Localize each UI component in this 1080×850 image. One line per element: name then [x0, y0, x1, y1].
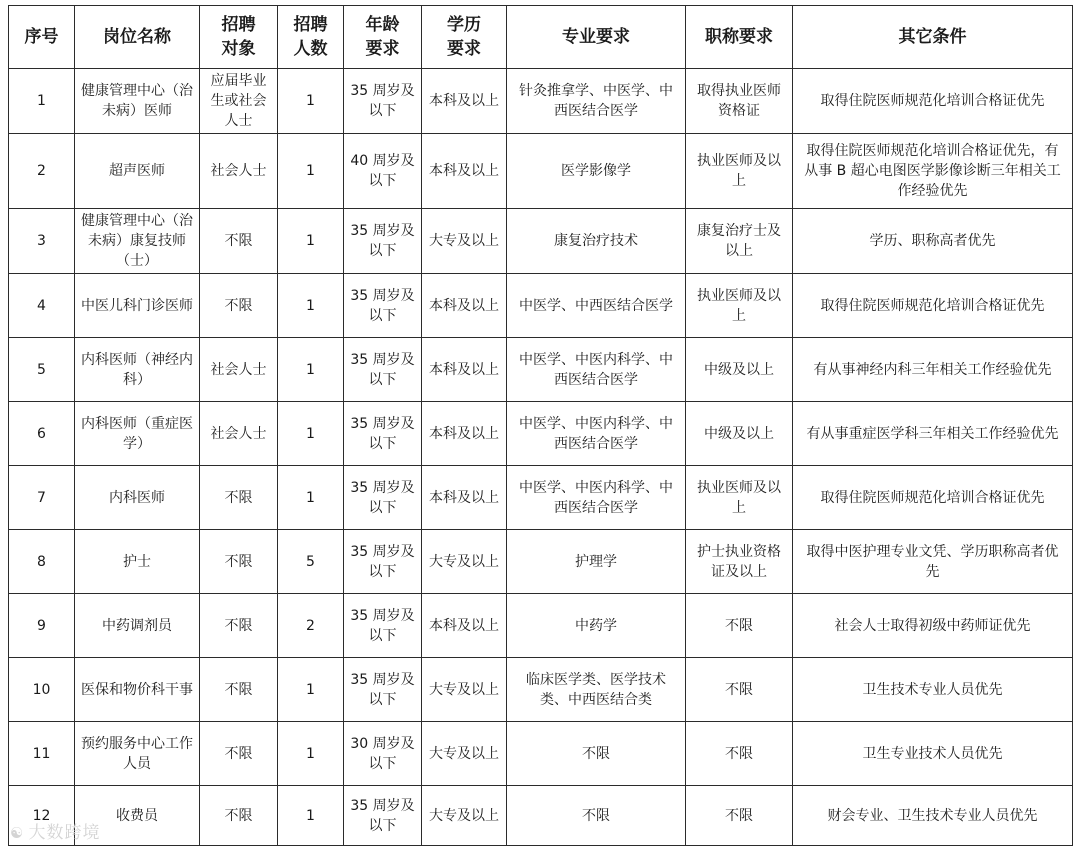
- table-row: [9, 594, 1073, 658]
- cell-count: 1: [278, 134, 344, 209]
- cell-major: 康复治疗技术: [507, 209, 686, 274]
- cell-count: 1: [278, 338, 344, 402]
- cell-count: 1: [278, 209, 344, 274]
- cell-position: 中药调剂员: [75, 594, 200, 658]
- cell-title: 执业医师及以上: [686, 274, 793, 338]
- cell-edu: 本科及以上: [422, 402, 507, 466]
- table-row: [9, 402, 1073, 466]
- header-major: 专业要求: [507, 6, 686, 69]
- header-title: 职称要求: [686, 6, 793, 69]
- cell-major: 中医学、中医内科学、中西医结合医学: [507, 466, 686, 530]
- cell-age: 40 周岁及以下: [344, 134, 422, 209]
- cell-other: 取得住院医师规范化培训合格证优先: [793, 69, 1073, 134]
- cell-position: 医保和物价科干事: [75, 658, 200, 722]
- cell-no: 9: [9, 594, 75, 658]
- header-age: 年龄 要求: [344, 6, 422, 69]
- cell-edu: 本科及以上: [422, 134, 507, 209]
- cell-position: 收费员: [75, 786, 200, 846]
- cell-count: 1: [278, 658, 344, 722]
- cell-no: 6: [9, 402, 75, 466]
- cell-position: 护士: [75, 530, 200, 594]
- cell-target: 社会人士: [200, 338, 278, 402]
- cell-other: 有从事重症医学科三年相关工作经验优先: [793, 402, 1073, 466]
- cell-target: 不限: [200, 209, 278, 274]
- cell-count: 5: [278, 530, 344, 594]
- cell-target: 不限: [200, 466, 278, 530]
- cell-count: 1: [278, 274, 344, 338]
- cell-other: 财会专业、卫生技术专业人员优先: [793, 786, 1073, 846]
- cell-no: 7: [9, 466, 75, 530]
- cell-major: 不限: [507, 786, 686, 846]
- cell-position: 健康管理中心（治未病）医师: [75, 69, 200, 134]
- header-no: 序号: [9, 6, 75, 69]
- cell-age: 35 周岁及以下: [344, 69, 422, 134]
- cell-no: 1: [9, 69, 75, 134]
- cell-major: 护理学: [507, 530, 686, 594]
- cell-title: 取得执业医师资格证: [686, 69, 793, 134]
- header-count: 招聘 人数: [278, 6, 344, 69]
- cell-major: 中医学、中医内科学、中西医结合医学: [507, 402, 686, 466]
- cell-title: 中级及以上: [686, 338, 793, 402]
- cell-title: 执业医师及以上: [686, 466, 793, 530]
- cell-edu: 大专及以上: [422, 786, 507, 846]
- cell-other: 取得中医护理专业文凭、学历职称高者优先: [793, 530, 1073, 594]
- cell-count: 1: [278, 69, 344, 134]
- cell-target: 不限: [200, 786, 278, 846]
- table-row: [9, 722, 1073, 786]
- table-row: [9, 466, 1073, 530]
- cell-edu: 大专及以上: [422, 722, 507, 786]
- cell-title: 不限: [686, 658, 793, 722]
- cell-other: 取得住院医师规范化培训合格证优先，有从事 B 超心电图医学影像诊断三年相关工作经验优先: [793, 134, 1073, 209]
- cell-other: 学历、职称高者优先: [793, 209, 1073, 274]
- cell-major: 医学影像学: [507, 134, 686, 209]
- cell-major: 中药学: [507, 594, 686, 658]
- cell-no: 4: [9, 274, 75, 338]
- cell-target: 不限: [200, 722, 278, 786]
- cell-position: 内科医师（神经内科）: [75, 338, 200, 402]
- cell-target: 不限: [200, 274, 278, 338]
- cell-count: 1: [278, 466, 344, 530]
- watermark-text: 大数跨境: [28, 823, 101, 843]
- cell-edu: 本科及以上: [422, 594, 507, 658]
- table-row: [9, 134, 1073, 209]
- cell-no: 3: [9, 209, 75, 274]
- cell-target: 社会人士: [200, 402, 278, 466]
- cell-no: 11: [9, 722, 75, 786]
- cell-position: 健康管理中心（治未病）康复技师（士）: [75, 209, 200, 274]
- cell-major: 不限: [507, 722, 686, 786]
- cell-age: 35 周岁及以下: [344, 594, 422, 658]
- cell-major: 中医学、中医内科学、中西医结合医学: [507, 338, 686, 402]
- cell-no: 12: [9, 786, 75, 846]
- table-row: [9, 209, 1073, 274]
- cell-count: 1: [278, 786, 344, 846]
- cell-no: 10: [9, 658, 75, 722]
- logo-icon: ☯: [10, 824, 25, 842]
- cell-major: 中医学、中西医结合医学: [507, 274, 686, 338]
- cell-title: 执业医师及以上: [686, 134, 793, 209]
- header-edu: 学历 要求: [422, 6, 507, 69]
- cell-edu: 本科及以上: [422, 69, 507, 134]
- header-other: 其它条件: [793, 6, 1073, 69]
- cell-age: 35 周岁及以下: [344, 209, 422, 274]
- cell-other: 取得住院医师规范化培训合格证优先: [793, 466, 1073, 530]
- cell-edu: 本科及以上: [422, 338, 507, 402]
- watermark: [10, 818, 100, 843]
- cell-position: 超声医师: [75, 134, 200, 209]
- table-row: [9, 274, 1073, 338]
- cell-edu: 大专及以上: [422, 530, 507, 594]
- cell-other: 社会人士取得初级中药师证优先: [793, 594, 1073, 658]
- table-body: [9, 69, 1073, 846]
- cell-edu: 大专及以上: [422, 209, 507, 274]
- cell-target: 不限: [200, 594, 278, 658]
- cell-target: 不限: [200, 658, 278, 722]
- recruitment-table: [8, 5, 1073, 846]
- cell-age: 35 周岁及以下: [344, 402, 422, 466]
- cell-count: 1: [278, 722, 344, 786]
- cell-no: 2: [9, 134, 75, 209]
- cell-edu: 本科及以上: [422, 466, 507, 530]
- table-row: [9, 786, 1073, 846]
- cell-other: 卫生专业技术人员优先: [793, 722, 1073, 786]
- cell-age: 35 周岁及以下: [344, 274, 422, 338]
- cell-title: 不限: [686, 786, 793, 846]
- cell-other: 取得住院医师规范化培训合格证优先: [793, 274, 1073, 338]
- cell-age: 35 周岁及以下: [344, 338, 422, 402]
- cell-title: 护士执业资格证及以上: [686, 530, 793, 594]
- cell-count: 2: [278, 594, 344, 658]
- cell-title: 康复治疗士及以上: [686, 209, 793, 274]
- cell-major: 针灸推拿学、中医学、中西医结合医学: [507, 69, 686, 134]
- cell-target: 社会人士: [200, 134, 278, 209]
- cell-position: 中医儿科门诊医师: [75, 274, 200, 338]
- table-row: [9, 338, 1073, 402]
- cell-position: 预约服务中心工作人员: [75, 722, 200, 786]
- table-row: [9, 69, 1073, 134]
- cell-other: 卫生技术专业人员优先: [793, 658, 1073, 722]
- cell-no: 5: [9, 338, 75, 402]
- cell-age: 30 周岁及以下: [344, 722, 422, 786]
- cell-other: 有从事神经内科三年相关工作经验优先: [793, 338, 1073, 402]
- header-target: 招聘 对象: [200, 6, 278, 69]
- header-position: 岗位名称: [75, 6, 200, 69]
- cell-title: 不限: [686, 722, 793, 786]
- cell-age: 35 周岁及以下: [344, 786, 422, 846]
- table-row: [9, 530, 1073, 594]
- cell-edu: 大专及以上: [422, 658, 507, 722]
- header-row: [9, 6, 1073, 69]
- cell-edu: 本科及以上: [422, 274, 507, 338]
- cell-position: 内科医师: [75, 466, 200, 530]
- cell-title: 不限: [686, 594, 793, 658]
- cell-title: 中级及以上: [686, 402, 793, 466]
- cell-count: 1: [278, 402, 344, 466]
- cell-age: 35 周岁及以下: [344, 530, 422, 594]
- cell-target: 应届毕业生或社会人士: [200, 69, 278, 134]
- cell-age: 35 周岁及以下: [344, 466, 422, 530]
- cell-no: 8: [9, 530, 75, 594]
- table-row: [9, 658, 1073, 722]
- cell-position: 内科医师（重症医学）: [75, 402, 200, 466]
- cell-major: 临床医学类、医学技术类、中西医结合类: [507, 658, 686, 722]
- cell-age: 35 周岁及以下: [344, 658, 422, 722]
- cell-target: 不限: [200, 530, 278, 594]
